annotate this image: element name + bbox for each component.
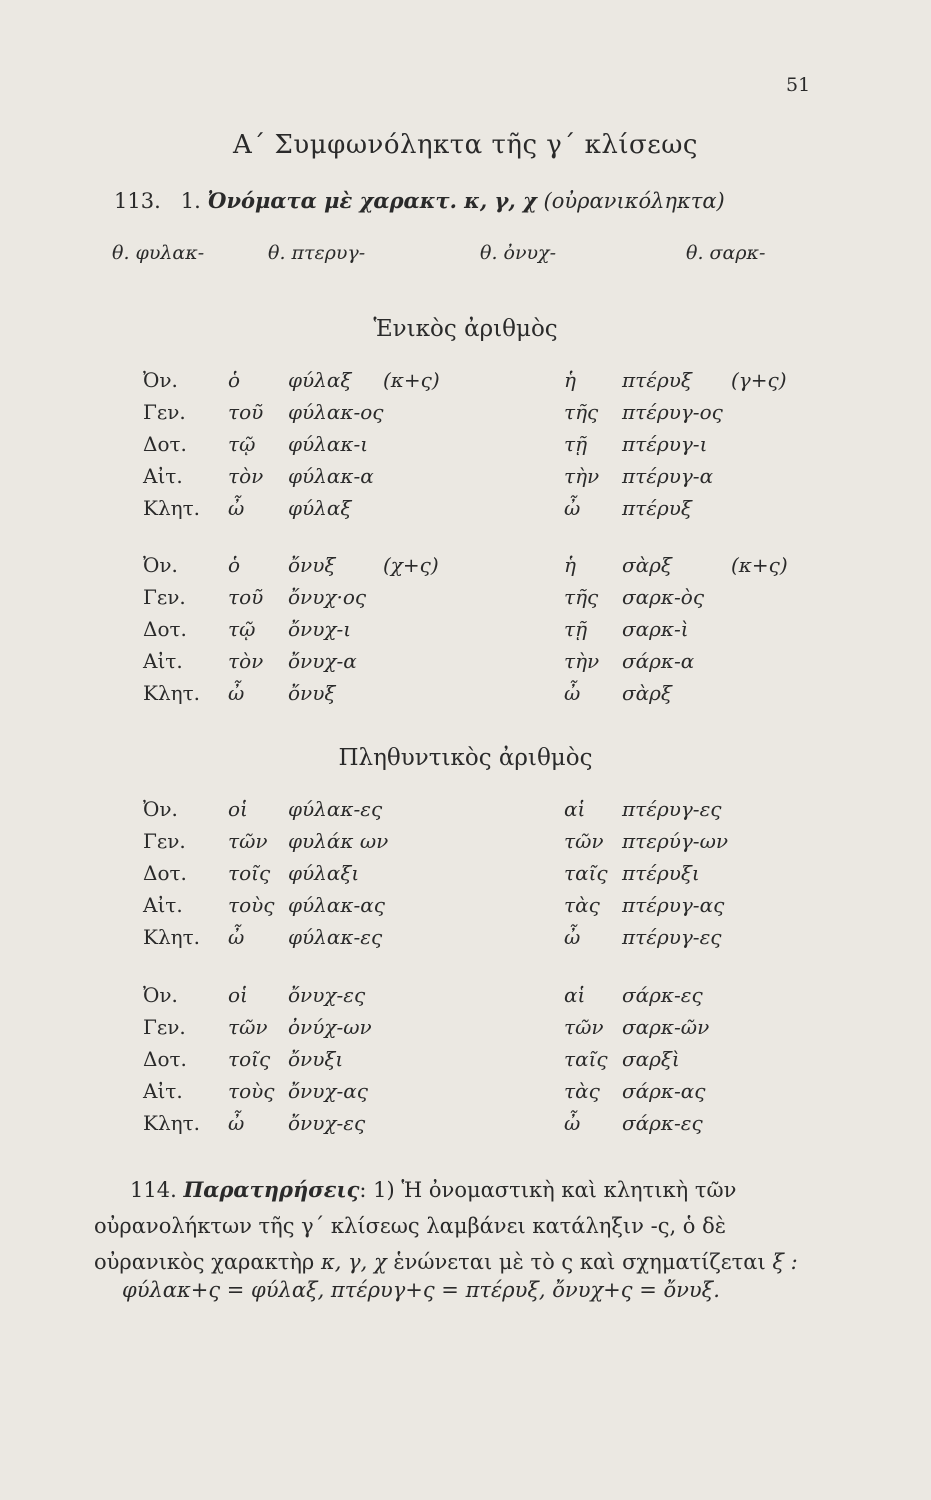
subsection-number: 1. [180, 189, 201, 213]
cell-note2: (κ+ς) [731, 553, 788, 577]
cell-art2: τῶν [564, 829, 604, 853]
declension-row [0, 1079, 931, 1109]
cell-form2: πτέρυγ-ες [622, 797, 722, 821]
declension-row [0, 400, 931, 430]
cell-case: Ὀν. [143, 797, 178, 821]
declension-row [0, 861, 931, 891]
cell-art1: τοῖς [228, 861, 271, 885]
remarks-text-b: ἑνώνεται μὲ τὸ ς καὶ σχηματίζεται [393, 1250, 766, 1274]
cell-form1: φύλαξ [288, 368, 352, 392]
cell-form2: σάρκ-ες [622, 983, 703, 1007]
cell-case: Αἰτ. [143, 893, 183, 917]
cell-art2: αἱ [564, 797, 586, 821]
cell-art2: τὰς [564, 1079, 600, 1103]
cell-case: Κλητ. [143, 1111, 201, 1135]
cell-form2: πτέρυγ-ας [622, 893, 725, 917]
cell-form1: φυλάκ ων [288, 829, 389, 853]
cell-art2: ἡ [564, 553, 576, 577]
page-number: 51 [786, 74, 811, 96]
cell-form2: πτέρυξ [622, 496, 692, 520]
cell-art1: τῶν [228, 1015, 268, 1039]
cell-form1: ὄνυχ·ος [288, 585, 367, 609]
cell-art2: τῶν [564, 1015, 604, 1039]
declension-row [0, 585, 931, 615]
cell-form1: ὄνυχ-α [288, 649, 357, 673]
cell-form2: πτέρυγ-ι [622, 432, 708, 456]
cell-art1: τὸν [228, 649, 264, 673]
cell-art2: ὦ [564, 925, 581, 949]
cell-form2: σαρκ-ῶν [622, 1015, 710, 1039]
cell-form1: ὄνυξ [288, 681, 336, 705]
cell-form1: ὄνυχ-ες [288, 983, 366, 1007]
cell-form2: πτέρυξ [622, 368, 692, 392]
cell-case: Αἰτ. [143, 464, 183, 488]
cell-case: Αἰτ. [143, 649, 183, 673]
cell-art1: ὁ [228, 368, 241, 392]
cell-case: Κλητ. [143, 925, 201, 949]
declension-row [0, 829, 931, 859]
cell-art1: τοὺς [228, 893, 275, 917]
cell-form1: φύλακ-ες [288, 925, 383, 949]
paragraph-number: 114. [130, 1178, 177, 1202]
declension-row [0, 553, 931, 583]
cell-form2: σάρκ-ας [622, 1079, 706, 1103]
section-title: Α΄ Συμφωνόληκτα τῆς γ΄ κλίσεως [233, 130, 698, 160]
paragraph-number: 113. [114, 189, 161, 213]
stem-onych: θ. ὀνυχ- [480, 242, 556, 264]
cell-case: Γεν. [143, 400, 186, 424]
cell-art1: ὦ [228, 681, 245, 705]
declension-row [0, 1047, 931, 1077]
cell-art2: τῆς [564, 585, 599, 609]
cell-art2: τὰς [564, 893, 600, 917]
cell-art2: αἱ [564, 983, 586, 1007]
cell-case: Ὀν. [143, 983, 178, 1007]
cell-case: Κλητ. [143, 496, 201, 520]
cell-case: Δοτ. [143, 432, 187, 456]
cell-case: Ὀν. [143, 368, 178, 392]
cell-form2: πτέρυξι [622, 861, 700, 885]
cell-art1: τῷ [228, 617, 256, 641]
cell-art1: τοῖς [228, 1047, 271, 1071]
declension-row [0, 925, 931, 955]
singular-heading: Ἑνικὸς ἀριθμὸς [373, 316, 558, 342]
declension-row [0, 983, 931, 1013]
cell-art1: τοῦ [228, 585, 264, 609]
cell-art2: τὴν [564, 649, 600, 673]
cell-art1: ὦ [228, 1111, 245, 1135]
declension-row [0, 797, 931, 827]
cell-note1: (χ+ς) [383, 553, 439, 577]
cell-form2: σαρξὶ [622, 1047, 680, 1071]
declension-row [0, 1015, 931, 1045]
cell-art1: τῶν [228, 829, 268, 853]
cell-art2: τὴν [564, 464, 600, 488]
cell-form2: σάρκ-ες [622, 1111, 703, 1135]
cell-case: Δοτ. [143, 1047, 187, 1071]
cell-form2: σὰρξ [622, 681, 672, 705]
cell-form1: φύλακ-ι [288, 432, 369, 456]
formula-line: φύλακ+ς = φύλαξ, πτέρυγ+ς = πτέρυξ, ὄνυχ+ς = ὄνυξ. [122, 1278, 720, 1302]
stem-phylak: θ. φυλακ- [112, 242, 205, 264]
cell-art2: τῆς [564, 400, 599, 424]
cell-case: Γεν. [143, 585, 186, 609]
stem-pteryg: θ. πτερυγ- [268, 242, 366, 264]
cell-form1: φύλακ-ος [288, 400, 384, 424]
cell-form1: φύλακ-ας [288, 893, 385, 917]
declension-row [0, 893, 931, 923]
cell-form2: σαρκ-ὸς [622, 585, 705, 609]
cell-form1: ὄνυχ-ες [288, 1111, 366, 1135]
paragraph-114 [94, 1172, 824, 1280]
paragraph-113-heading [114, 188, 725, 213]
cell-case: Αἰτ. [143, 1079, 183, 1103]
cell-art1: ὦ [228, 496, 245, 520]
cell-art1: ὦ [228, 925, 245, 949]
cell-form1: ὄνυξι [288, 1047, 344, 1071]
declension-row [0, 681, 931, 711]
heading-text: Ὀνόματα μὲ χαρακτ. κ, γ, χ [207, 188, 537, 213]
cell-art2: ταῖς [564, 861, 608, 885]
cell-form2: πτερύγ-ων [622, 829, 729, 853]
cell-form2: σάρκ-α [622, 649, 695, 673]
stem-sark: θ. σαρκ- [686, 242, 766, 264]
cell-art2: ἡ [564, 368, 576, 392]
cell-art1: τὸν [228, 464, 264, 488]
cell-art2: ὦ [564, 496, 581, 520]
cell-form1: φύλαξι [288, 861, 360, 885]
cell-art1: τοὺς [228, 1079, 275, 1103]
cell-form2: σαρκ-ὶ [622, 617, 689, 641]
plural-heading: Πληθυντικὸς ἀριθμὸς [338, 745, 593, 771]
cell-art2: τῇ [564, 617, 588, 641]
cell-case: Δοτ. [143, 617, 187, 641]
cell-art1: τῷ [228, 432, 256, 456]
declension-row [0, 649, 931, 679]
remarks-text-a: : 1) Ἡ ὀνομαστικὴ καὶ κλητικὴ τῶν οὐρανολήκτων τῆς γ΄ κλίσεως λαμβάνει κατάληξιν -ς, ὁ δὲ οὐρανικὸς χαρακτὴρ [94, 1178, 737, 1274]
remarks-chars: κ, γ, χ [320, 1250, 387, 1274]
cell-form1: φύλαξ [288, 496, 352, 520]
declension-row [0, 617, 931, 647]
cell-note2: (γ+ς) [731, 368, 787, 392]
cell-case: Ὀν. [143, 553, 178, 577]
cell-form1: φύλακ-ες [288, 797, 383, 821]
cell-form2: σὰρξ [622, 553, 672, 577]
remarks-label: Παρατηρήσεις [183, 1177, 360, 1202]
cell-art2: τῇ [564, 432, 588, 456]
declension-row [0, 368, 931, 398]
cell-art1: οἱ [228, 797, 248, 821]
cell-art2: ὦ [564, 1111, 581, 1135]
declension-row [0, 1111, 931, 1141]
cell-art1: ὁ [228, 553, 241, 577]
cell-art1: οἱ [228, 983, 248, 1007]
declension-row [0, 464, 931, 494]
cell-art2: ὦ [564, 681, 581, 705]
cell-form1: φύλακ-α [288, 464, 374, 488]
cell-form2: πτέρυγ-ες [622, 925, 722, 949]
cell-form1: ὄνυχ-ι [288, 617, 352, 641]
cell-form2: πτέρυγ-ος [622, 400, 723, 424]
cell-form1: ὄνυχ-ας [288, 1079, 368, 1103]
cell-art1: τοῦ [228, 400, 264, 424]
cell-case: Κλητ. [143, 681, 201, 705]
cell-form1: ὄνυξ [288, 553, 336, 577]
cell-form1: ὀνύχ-ων [288, 1015, 372, 1039]
cell-art2: ταῖς [564, 1047, 608, 1071]
declension-row [0, 496, 931, 526]
cell-case: Γεν. [143, 829, 186, 853]
cell-note1: (κ+ς) [383, 368, 440, 392]
cell-case: Δοτ. [143, 861, 187, 885]
declension-row [0, 432, 931, 462]
cell-case: Γεν. [143, 1015, 186, 1039]
cell-form2: πτέρυγ-α [622, 464, 714, 488]
heading-note: (οὐρανικόληκτα) [543, 189, 725, 213]
remarks-result: ξ : [772, 1250, 798, 1274]
